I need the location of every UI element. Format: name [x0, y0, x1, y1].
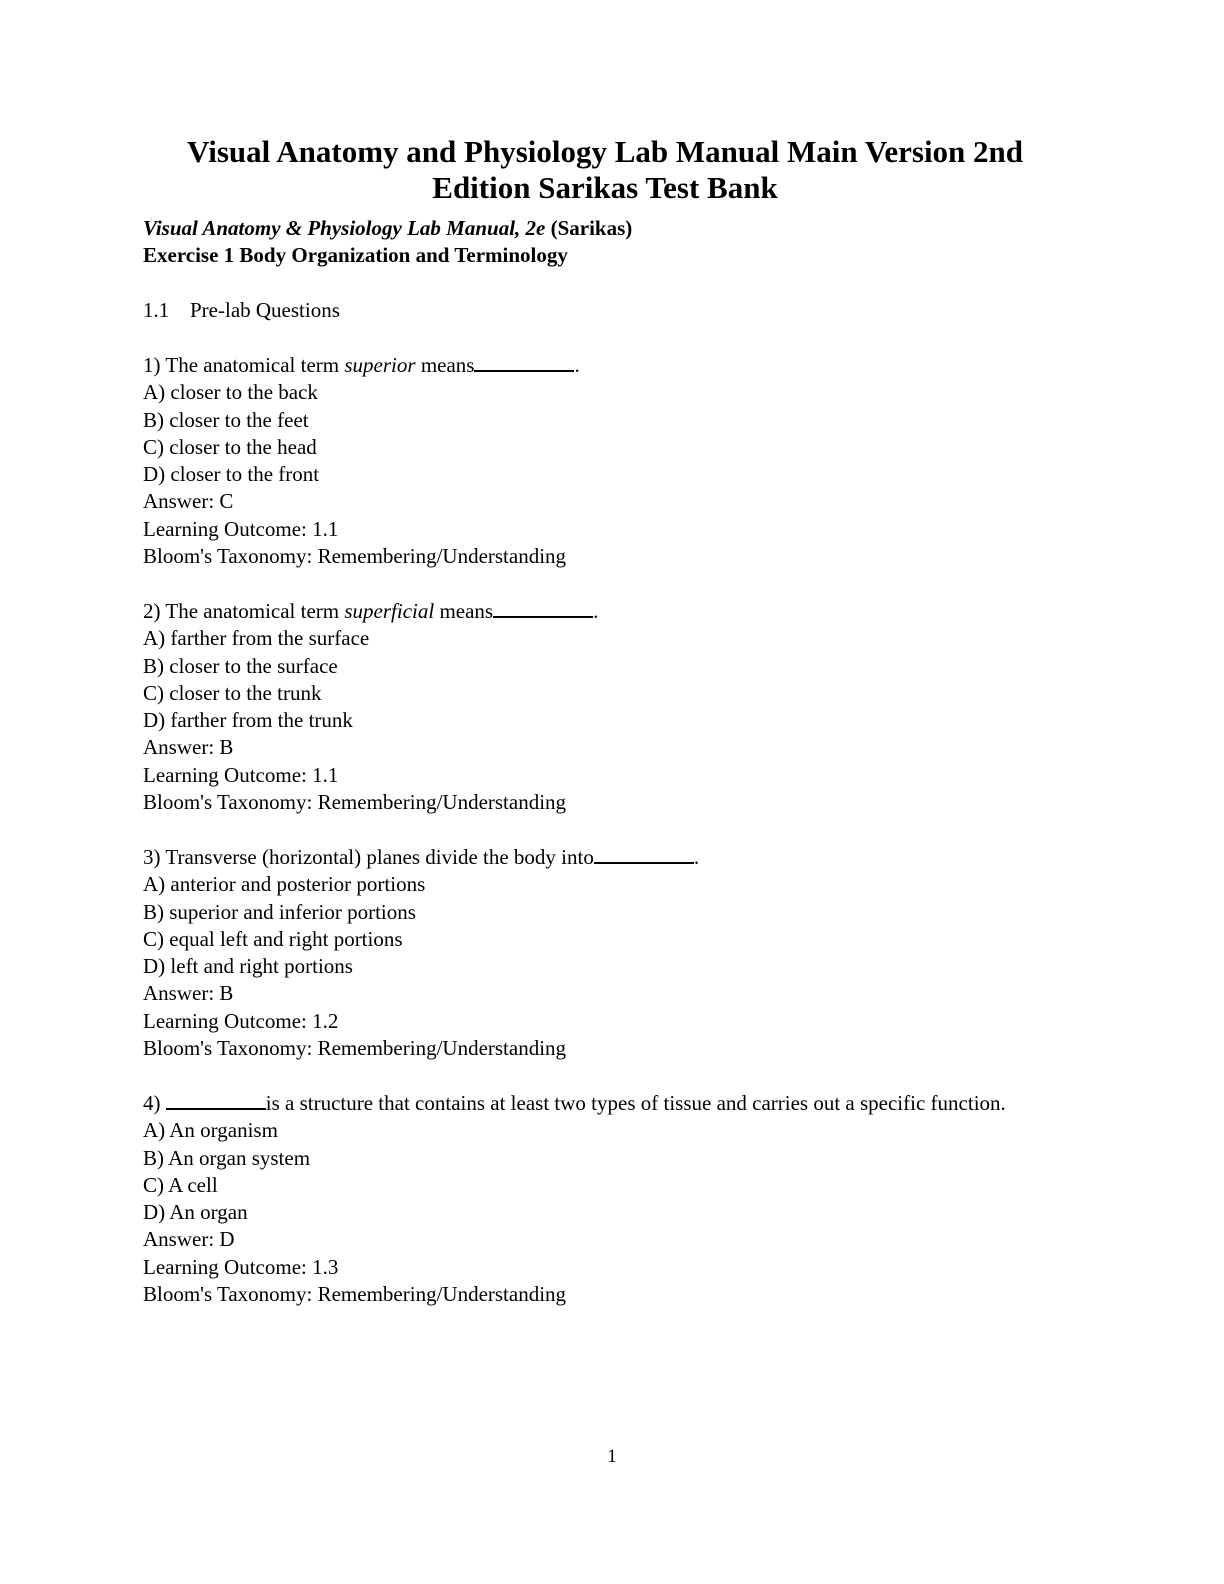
option-d: D) An organ — [143, 1200, 248, 1225]
learning-outcome: Learning Outcome: 1.3 — [143, 1254, 339, 1279]
blooms-taxonomy: Bloom's Taxonomy: Remembering/Understanding — [143, 790, 567, 815]
section-heading — [143, 297, 340, 324]
option-c: C) equal left and right portions — [143, 926, 403, 951]
answer-blank — [594, 846, 694, 864]
answer: Answer: D — [143, 1227, 235, 1252]
question-4 — [143, 1090, 1103, 1308]
option-a: A) anterior and posterior portions — [143, 872, 426, 897]
book-title-italic: Visual Anatomy & Physiology Lab Manual, 2e — [143, 216, 546, 240]
document-title — [100, 134, 1110, 206]
book-subtitle — [143, 215, 632, 242]
option-b: B) An organ system — [143, 1145, 311, 1170]
learning-outcome: Learning Outcome: 1.1 — [143, 516, 339, 541]
option-a: A) closer to the back — [143, 380, 318, 405]
answer: Answer: B — [143, 735, 234, 760]
option-d: D) closer to the front — [143, 462, 320, 487]
answer-blank — [474, 354, 574, 372]
question-stem: 3) Transverse (horizontal) planes divide the body into . — [143, 845, 700, 869]
answer-blank — [493, 600, 593, 618]
option-c: C) closer to the trunk — [143, 680, 322, 705]
book-author: (Sarikas) — [545, 216, 633, 240]
question-stem: 4) is a structure that contains at least two types of tissue and carries out a specific function. — [143, 1091, 1006, 1115]
page-number: 1 — [607, 1446, 617, 1467]
option-c: C) A cell — [143, 1172, 218, 1197]
question-3 — [143, 844, 1103, 1062]
title-line-1: Visual Anatomy and Physiology Lab Manual Main Version 2nd — [186, 134, 1024, 169]
section-title: Pre-lab Questions — [190, 298, 340, 322]
answer: Answer: B — [143, 981, 234, 1006]
answer-blank — [166, 1092, 266, 1110]
option-d: D) left and right portions — [143, 954, 353, 979]
question-1 — [143, 352, 1103, 570]
title-line-2: Edition Sarikas Test Bank — [432, 170, 778, 205]
learning-outcome: Learning Outcome: 1.1 — [143, 762, 339, 787]
option-b: B) closer to the surface — [143, 653, 338, 678]
section-number: 1.1 — [143, 298, 170, 322]
exercise-heading: Exercise 1 Body Organization and Terminology — [143, 243, 568, 267]
option-a: A) farther from the surface — [143, 626, 370, 651]
blooms-taxonomy: Bloom's Taxonomy: Remembering/Understanding — [143, 1036, 567, 1061]
blooms-taxonomy: Bloom's Taxonomy: Remembering/Understanding — [143, 1282, 567, 1307]
question-stem: 2) The anatomical term superficial means . — [143, 599, 599, 623]
option-a: A) An organism — [143, 1118, 278, 1143]
option-b: B) superior and inferior portions — [143, 899, 416, 924]
learning-outcome: Learning Outcome: 1.2 — [143, 1008, 339, 1033]
option-b: B) closer to the feet — [143, 407, 309, 432]
option-c: C) closer to the head — [143, 434, 317, 459]
option-d: D) farther from the trunk — [143, 708, 353, 733]
blooms-taxonomy: Bloom's Taxonomy: Remembering/Understanding — [143, 544, 567, 569]
answer: Answer: C — [143, 489, 234, 514]
question-stem: 1) The anatomical term superior means . — [143, 353, 580, 377]
question-2 — [143, 598, 1103, 816]
